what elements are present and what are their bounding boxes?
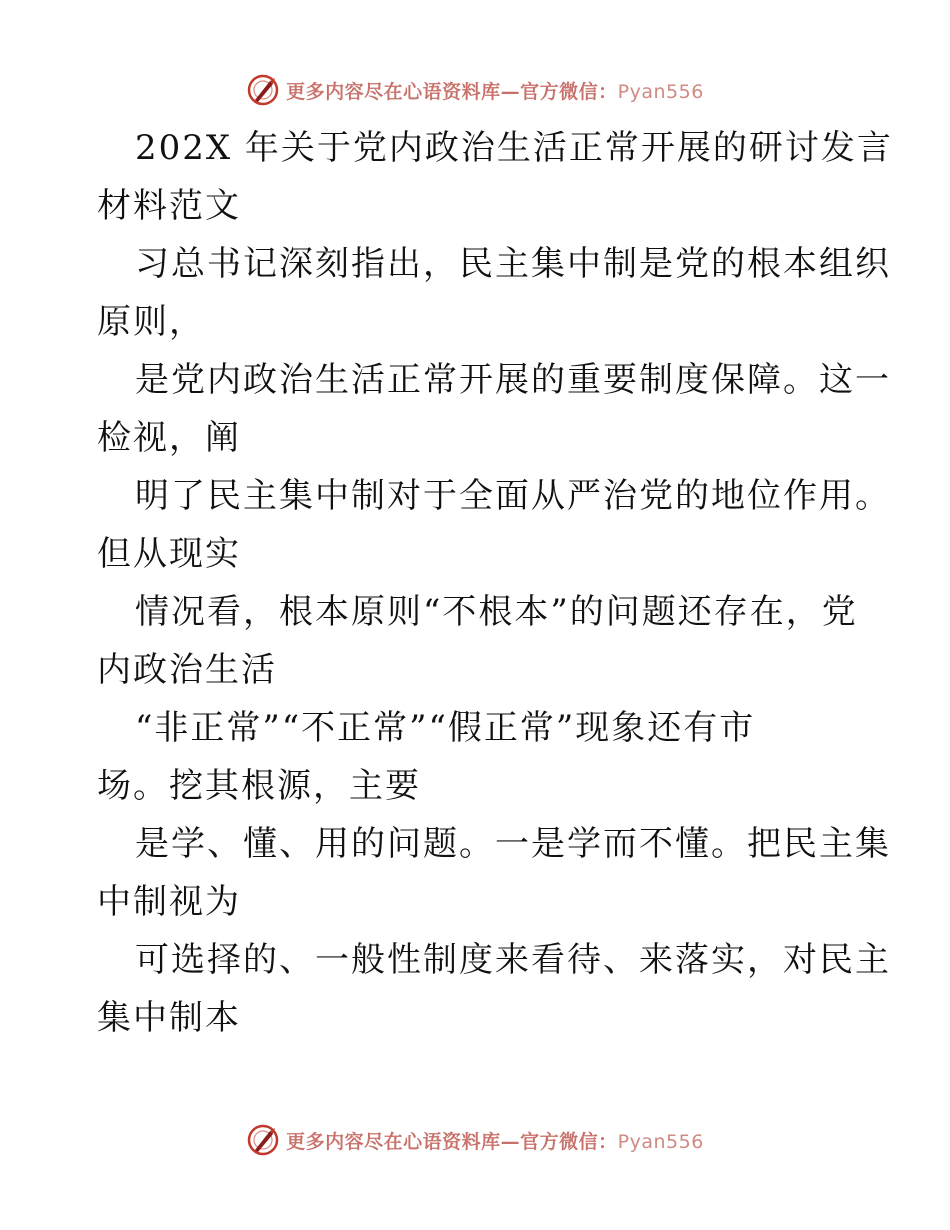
page-header xyxy=(0,70,950,110)
page-footer xyxy=(0,1120,950,1160)
paragraph-line: 检视，阐 xyxy=(97,418,241,458)
paragraph-line: 是学、懂、用的问题。一是学而不懂。把民主集 xyxy=(135,824,891,864)
footer-banner-label: 更多内容尽在心语资料库—官方微信： xyxy=(286,1130,618,1153)
paragraph-line: 集中制本 xyxy=(97,998,241,1038)
paragraph-line: 原则， xyxy=(97,302,205,342)
paragraph-line: 习总书记深刻指出，民主集中制是党的根本组织 xyxy=(135,244,891,284)
header-wechat-id: Pyan556 xyxy=(617,80,704,103)
header-banner-label: 更多内容尽在心语资料库—官方微信： xyxy=(286,80,618,103)
document-title-line-2: 材料范文 xyxy=(97,186,241,226)
footer-banner-text xyxy=(286,1127,704,1154)
document-title-line-1: 202X 年关于党内政治生活正常开展的研讨发言 xyxy=(135,128,893,168)
paragraph-line: 但从现实 xyxy=(97,534,241,574)
quill-pen-circle-icon xyxy=(246,1123,280,1157)
paragraph-line: 内政治生活 xyxy=(97,650,277,690)
quill-pen-circle-icon xyxy=(246,73,280,107)
paragraph-line: 是党内政治生活正常开展的重要制度保障。这一 xyxy=(135,360,891,400)
paragraph-line: 可选择的、一般性制度来看待、来落实，对民主 xyxy=(135,940,891,980)
header-banner-text xyxy=(286,77,704,104)
paragraph-line: 明了民主集中制对于全面从严治党的地位作用。 xyxy=(135,476,891,516)
header-banner xyxy=(246,73,704,107)
footer-wechat-id: Pyan556 xyxy=(617,1130,704,1153)
paragraph-line: 中制视为 xyxy=(97,882,241,922)
footer-banner xyxy=(246,1123,704,1157)
paragraph-line: “非正常”“不正常”“假正常”现象还有市 xyxy=(135,708,756,748)
paragraph-line: 情况看，根本原则“不根本”的问题还存在，党 xyxy=(135,592,858,632)
paragraph-line: 场。挖其根源，主要 xyxy=(97,766,421,806)
